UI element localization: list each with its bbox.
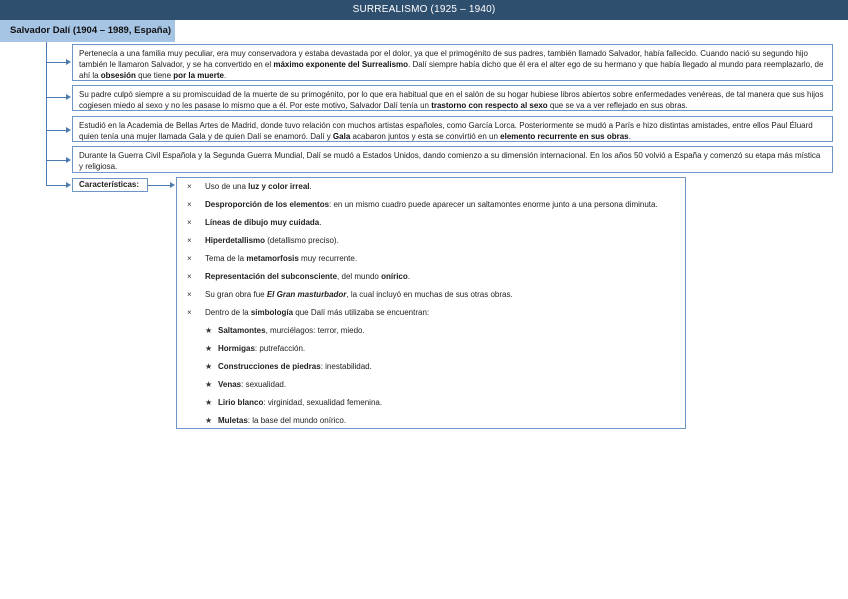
arrow-icon bbox=[66, 127, 71, 133]
symbol-item: ★ Construcciones de piedras: inestabilidad. bbox=[205, 362, 372, 371]
arrow-icon bbox=[66, 182, 71, 188]
x-bullet-icon: × bbox=[187, 290, 192, 299]
x-bullet-icon: × bbox=[187, 236, 192, 245]
list-item: × Líneas de dibujo muy cuidada. bbox=[187, 218, 322, 227]
page-header: SURREALISMO (1925 – 1940) bbox=[0, 0, 848, 20]
star-bullet-icon: ★ bbox=[205, 416, 213, 425]
list-item: × Desproporción de los elementos: en un mismo cuadro puede aparecer un saltamontes enorme junto a una persona diminuta. bbox=[187, 200, 658, 209]
list-item: × Su gran obra fue El Gran masturbador, la cual incluyó en muchas de sus otras obras. bbox=[187, 290, 513, 299]
topic-title: Salvador Dalí (1904 – 1989, España) bbox=[0, 20, 175, 42]
x-bullet-icon: × bbox=[187, 218, 192, 227]
branch-line bbox=[46, 185, 66, 186]
list-item: × Hiperdetallismo (detallismo preciso). bbox=[187, 236, 339, 245]
list-item: × Representación del subconsciente, del mundo onírico. bbox=[187, 272, 410, 281]
text-block-family: Pertenecía a una familia muy peculiar, era muy conservadora y estaba devastada por el dolor, ya que el primogénito de sus padres, también llamado Salvador, había fallecido. Cuando nació su segundo hijo también le llamaron Salvador, y se ha convertido en el máximo exponente del Surrealismo. Dalí siempre había dicho que él era el alter ego de su hermano y que había llegado al mundo para reemplazarlo, de ahí la obsesión que tiene por la muerte. bbox=[72, 44, 833, 81]
text-block-war: Durante la Guerra Civil Española y la Segunda Guerra Mundial, Dalí se mudó a Estados Unidos, dando comienzo a su dimensión internacional. En los años 50 volvió a España y comenzó su etapa más mística y religiosa. bbox=[72, 146, 833, 173]
arrow-icon bbox=[170, 182, 175, 188]
text-block-father: Su padre culpó siempre a su promiscuidad de la muerte de su primogénito, por lo que era habitual que en el salón de su hogar hubiese libros abiertos sobre enfermedades venéreas, de tal manera que sus hijos cogiesen miedo al sexo y no les pasase lo mismo que a él. Por este motivo, Salvador Dalí tenía un trastorno con respecto al sexo que se va a ver reflejado en sus obras. bbox=[72, 85, 833, 111]
symbol-item: ★ Venas: sexualidad. bbox=[205, 380, 287, 389]
text-block-studies: Estudió en la Academia de Bellas Artes de Madrid, donde tuvo relación con muchos artistas españoles, como García Lorca. Posteriormente se mudó a París e hizo distintas amistades, entre ellos Paul Éluard quien tenía una mujer llamada Gala y de quien Dalí se enamoró. Dalí y Gala acabaron juntos y esta se convirtió en un elemento recurrente en sus obras. bbox=[72, 116, 833, 142]
branch-line bbox=[148, 185, 170, 186]
symbol-item: ★ Lirio blanco: virginidad, sexualidad femenina. bbox=[205, 398, 383, 407]
star-bullet-icon: ★ bbox=[205, 362, 213, 371]
branch-line bbox=[46, 160, 66, 161]
branch-line bbox=[46, 62, 66, 63]
star-bullet-icon: ★ bbox=[205, 398, 213, 407]
star-bullet-icon: ★ bbox=[205, 380, 213, 389]
arrow-icon bbox=[66, 157, 71, 163]
x-bullet-icon: × bbox=[187, 308, 192, 317]
x-bullet-icon: × bbox=[187, 272, 192, 281]
symbol-item: ★ Hormigas: putrefacción. bbox=[205, 344, 306, 353]
x-bullet-icon: × bbox=[187, 254, 192, 263]
characteristics-panel bbox=[176, 177, 686, 429]
star-bullet-icon: ★ bbox=[205, 326, 213, 335]
tree-connector bbox=[46, 42, 47, 185]
x-bullet-icon: × bbox=[187, 182, 192, 191]
list-item: × Dentro de la simbología que Dalí más utilizaba se encuentran: bbox=[187, 308, 430, 317]
star-bullet-icon: ★ bbox=[205, 344, 213, 353]
symbol-item: ★ Saltamontes, murciélagos: terror, miedo. bbox=[205, 326, 365, 335]
arrow-icon bbox=[66, 59, 71, 65]
list-item: × Uso de una luz y color irreal. bbox=[187, 182, 312, 191]
symbol-item: ★ Muletas: la base del mundo onírico. bbox=[205, 416, 347, 425]
branch-line bbox=[46, 130, 66, 131]
arrow-icon bbox=[66, 94, 71, 100]
characteristics-label: Características: bbox=[72, 178, 148, 192]
list-item: × Tema de la metamorfosis muy recurrente. bbox=[187, 254, 358, 263]
x-bullet-icon: × bbox=[187, 200, 192, 209]
branch-line bbox=[46, 97, 66, 98]
